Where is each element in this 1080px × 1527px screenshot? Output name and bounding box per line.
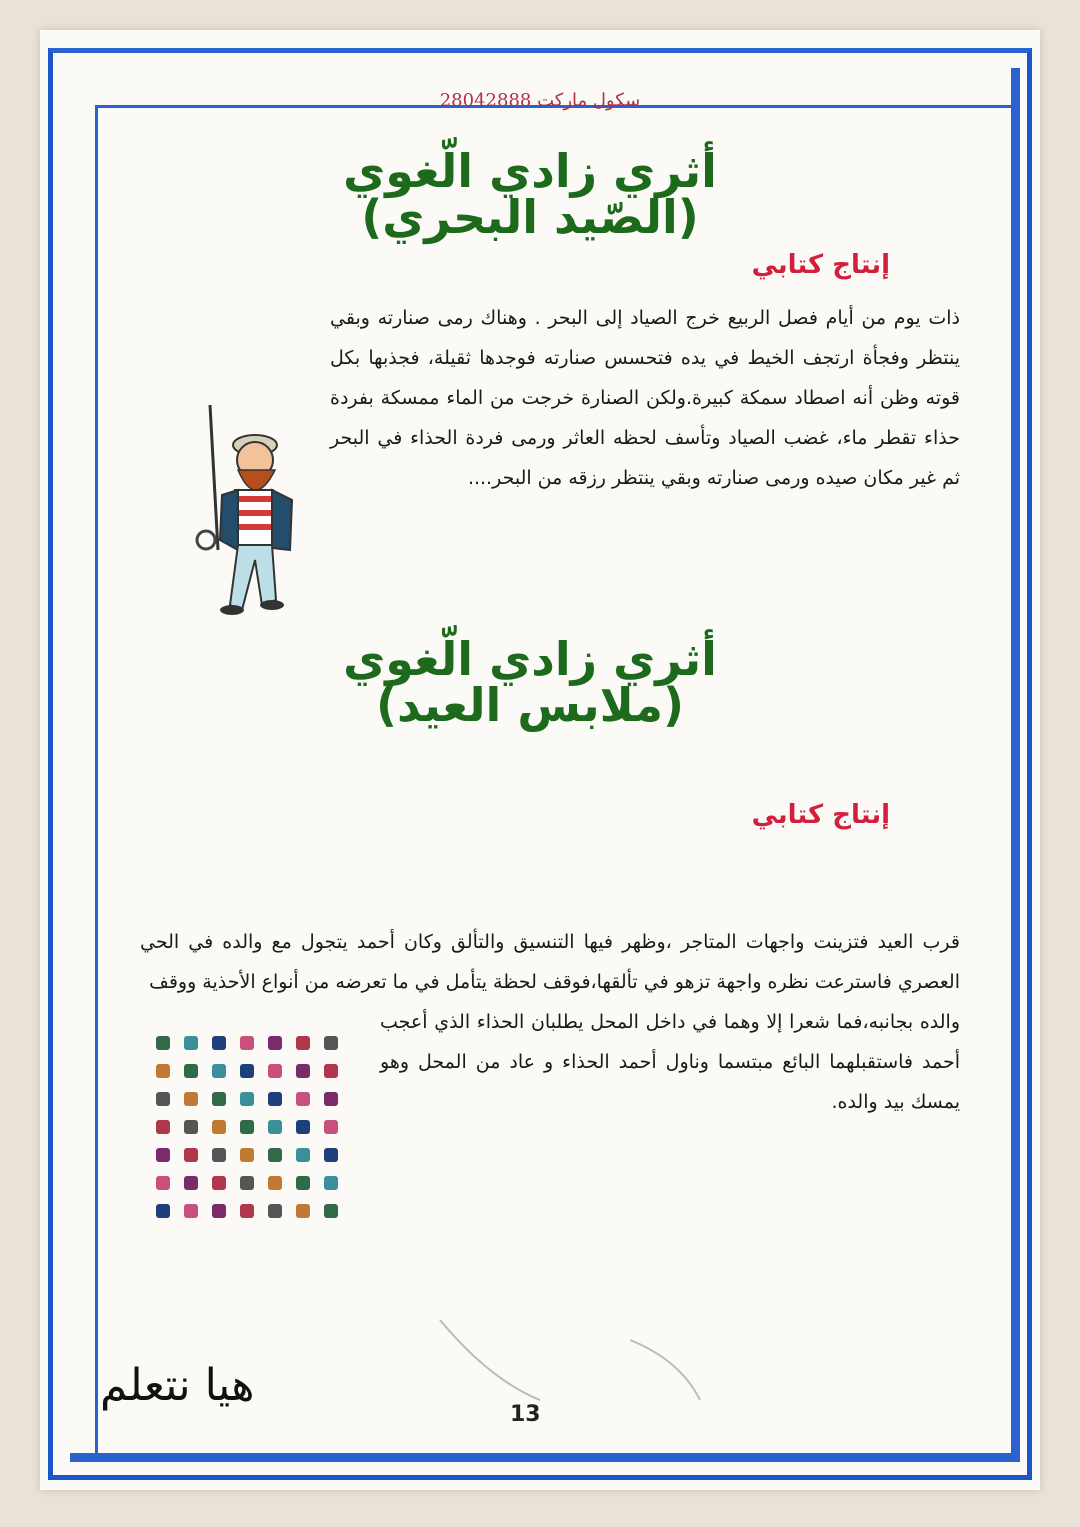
shoe-thumbnail: [156, 1176, 170, 1190]
section2-title-line2: (ملابس العيد): [375, 678, 685, 732]
shoe-thumbnail: [324, 1204, 338, 1218]
shoe-thumbnail: [240, 1064, 254, 1078]
shoe-thumbnail: [240, 1120, 254, 1134]
shoe-thumbnail: [324, 1092, 338, 1106]
page-number: 13: [510, 1402, 541, 1427]
shoe-thumbnail: [212, 1204, 226, 1218]
shoe-thumbnail: [240, 1092, 254, 1106]
shoes-grid-illustration-icon: [148, 1030, 353, 1230]
shoe-thumbnail: [212, 1148, 226, 1162]
shoe-thumbnail: [324, 1176, 338, 1190]
section2-paragraph-part2: والده بجانبه،فما شعرا إلا وهما في داخل المحل يطلبان الحذاء الذي أعجب أحمد فاستقبلهما البائع مبتسما وناول أحمد الحذاء و عاد من المحل وهو يمسك بيد والده.: [380, 1011, 960, 1113]
section1-title-line2: (الصّيد البحري): [361, 190, 699, 244]
shoe-thumbnail: [296, 1064, 310, 1078]
shoe-thumbnail: [156, 1036, 170, 1050]
shoe-thumbnail: [156, 1092, 170, 1106]
section2-title-line1: أثري زادي الّغوي: [343, 632, 717, 686]
section1-subtitle: إنتاج كتابي: [751, 250, 890, 280]
shoe-thumbnail: [324, 1148, 338, 1162]
shoe-thumbnail: [156, 1204, 170, 1218]
fisherman-illustration-icon: [180, 400, 310, 620]
handwritten-footer: هيا نتعلم: [100, 1360, 255, 1411]
shoe-thumbnail: [212, 1036, 226, 1050]
shoe-thumbnail: [240, 1176, 254, 1190]
shoe-thumbnail: [268, 1204, 282, 1218]
shoe-thumbnail: [268, 1120, 282, 1134]
section2-subtitle: إنتاج كتابي: [751, 800, 890, 830]
shoe-thumbnail: [324, 1036, 338, 1050]
shoe-thumbnail: [240, 1204, 254, 1218]
shoe-thumbnail: [184, 1176, 198, 1190]
shoe-thumbnail: [296, 1176, 310, 1190]
shoe-thumbnail: [184, 1204, 198, 1218]
shoe-thumbnail: [268, 1148, 282, 1162]
shoe-thumbnail: [184, 1120, 198, 1134]
shoe-thumbnail: [324, 1064, 338, 1078]
pencil-scribble-icon: [430, 1300, 720, 1420]
shoe-thumbnail: [240, 1036, 254, 1050]
shoe-thumbnail: [184, 1092, 198, 1106]
shoe-thumbnail: [156, 1120, 170, 1134]
shoe-thumbnail: [240, 1148, 254, 1162]
shoe-thumbnail: [268, 1064, 282, 1078]
shoe-thumbnail: [268, 1036, 282, 1050]
shoe-thumbnail: [268, 1176, 282, 1190]
shoe-thumbnail: [296, 1120, 310, 1134]
shoe-thumbnail: [268, 1092, 282, 1106]
shoe-thumbnail: [296, 1036, 310, 1050]
shoe-thumbnail: [296, 1092, 310, 1106]
shoe-thumbnail: [184, 1148, 198, 1162]
shoe-thumbnail: [212, 1064, 226, 1078]
section1-paragraph: ذات يوم من أيام فصل الربيع خرج الصياد إلى البحر . وهناك رمى صنارته وبقي ينتظر وفجأة ارتجف الخيط في يده فتحسس صنارته فوجدها ثقيلة، فجذبها بكل قوته وظن أنه اصطاد سمكة كبيرة.ولكن الصنارة خرجت من الماء ممسكة بفردة حذاء تقطر ماء، غضب الصياد وتأسف لحظه العاثر ورمى فردة الحذاء في البحر ثم غير مكان صيده ورمى صنارته وبقي ينتظر رزقه من البحر....: [330, 307, 960, 489]
shoe-thumbnail: [156, 1064, 170, 1078]
shoe-thumbnail: [324, 1120, 338, 1134]
section1-title-line1: أثري زادي الّغوي: [343, 144, 717, 198]
shop-header: سكول ماركت 28042888: [439, 90, 641, 111]
shoe-thumbnail: [212, 1092, 226, 1106]
shoe-thumbnail: [184, 1036, 198, 1050]
shoe-thumbnail: [156, 1148, 170, 1162]
shoe-thumbnail: [212, 1120, 226, 1134]
shoe-thumbnail: [184, 1064, 198, 1078]
section2-paragraph-part1: قرب العيد فتزينت واجهات المتاجر ،وظهر فيها التنسيق والتألق وكان أحمد يتجول مع والده في الحي العصري فاسترعت نظره واجهة تزهو في تألقها،فوقف لحظة يتأمل في ما تعرضه من أنواع الأحذية ووقف: [140, 931, 960, 993]
shoe-thumbnail: [212, 1176, 226, 1190]
shoe-thumbnail: [296, 1148, 310, 1162]
shoe-thumbnail: [296, 1204, 310, 1218]
